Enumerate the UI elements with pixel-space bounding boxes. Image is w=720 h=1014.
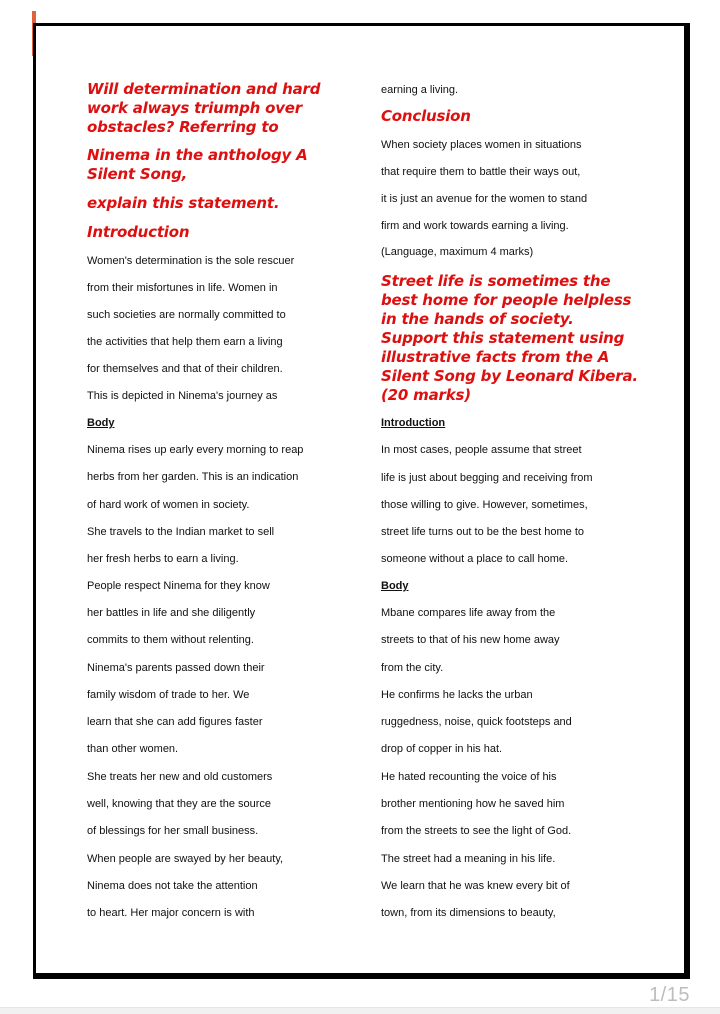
bottom-bar (0, 1007, 720, 1014)
paragraph-line: those willing to give. However, sometimes, (381, 499, 588, 511)
question-heading-line: Silent Song, (87, 165, 188, 183)
question-heading-line: (20 marks) (381, 386, 471, 404)
paragraph-line: streets to that of his new home away (381, 634, 560, 646)
paragraph-line: her battles in life and she diligently (87, 607, 256, 619)
paragraph-line: Ninema's parents passed down their (87, 662, 265, 674)
introduction-heading: Introduction (87, 223, 190, 241)
paragraph-line: life is just about begging and receiving from (381, 472, 593, 484)
paragraph-line: commits to them without relenting. (87, 634, 254, 646)
paragraph-line: Ninema rises up early every morning to reap (87, 444, 304, 456)
paragraph-line: earning a living. (381, 84, 459, 96)
question-heading-line: Support this statement using (381, 329, 625, 347)
question-heading-line: Will determination and hard (87, 80, 321, 98)
paragraph-line: to heart. Her major concern is with (87, 907, 255, 919)
question-heading-line: in the hands of society. (381, 310, 574, 328)
paragraph-line: We learn that he was knew every bit of (381, 880, 570, 892)
paragraph-line: learn that she can add figures faster (87, 716, 263, 728)
question-heading-line: Silent Song by Leonard Kibera. (381, 367, 638, 385)
paragraph-line: People respect Ninema for they know (87, 580, 270, 592)
paragraph-line: town, from its dimensions to beauty, (381, 907, 556, 919)
paragraph-line: such societies are normally committed to (87, 309, 286, 321)
paragraph-line: family wisdom of trade to her. We (87, 689, 250, 701)
question-heading-line: illustrative facts from the A (381, 348, 610, 366)
introduction-heading: Introduction (381, 417, 446, 429)
paragraph-line: brother mentioning how he saved him (381, 798, 565, 810)
paragraph-line: When society places women in situations (381, 139, 582, 151)
paragraph-line: her fresh herbs to earn a living. (87, 553, 239, 565)
body-heading: Body (87, 417, 115, 429)
paragraph-line: herbs from her garden. This is an indication (87, 471, 299, 483)
paragraph-line: it is just an avenue for the women to stand (381, 193, 588, 205)
paragraph-line: The street had a meaning in his life. (381, 853, 556, 865)
paragraph-line: of blessings for her small business. (87, 825, 259, 837)
question-heading-line: obstacles? Referring to (87, 118, 279, 136)
question-heading-line: Ninema in the anthology A (87, 146, 308, 164)
paragraph-line: Mbane compares life away from the (381, 607, 556, 619)
conclusion-heading: Conclusion (381, 107, 471, 125)
question-heading-line: work always triumph over (87, 99, 302, 117)
paragraph-line: someone without a place to call home. (381, 553, 569, 565)
paragraph-line: from the city. (381, 662, 444, 674)
paragraph-line: (Language, maximum 4 marks) (381, 246, 534, 258)
paragraph-line: drop of copper in his hat. (381, 743, 503, 755)
paragraph-line: for themselves and that of their children. (87, 363, 283, 375)
paragraph-line: She treats her new and old customers (87, 771, 273, 783)
paragraph-line: This is depicted in Ninema's journey as (87, 390, 278, 402)
paragraph-line: Ninema does not take the attention (87, 880, 258, 892)
paragraph-line: the activities that help them earn a living (87, 336, 283, 348)
paragraph-line: She travels to the Indian market to sell (87, 526, 275, 538)
question-heading-line: Street life is sometimes the (381, 272, 611, 290)
body-heading: Body (381, 580, 409, 592)
document-page[interactable] (33, 23, 690, 979)
paragraph-line: street life turns out to be the best home to (381, 526, 585, 538)
paragraph-line: firm and work towards earning a living. (381, 220, 569, 232)
paragraph-line: In most cases, people assume that street (381, 444, 582, 456)
paragraph-line: Women's determination is the sole rescuer (87, 255, 295, 267)
paragraph-line: He hated recounting the voice of his (381, 771, 557, 783)
paragraph-line: well, knowing that they are the source (87, 798, 272, 810)
paragraph-line: He confirms he lacks the urban (381, 689, 533, 701)
paragraph-line: than other women. (87, 743, 179, 755)
question-heading-line: explain this statement. (87, 194, 280, 212)
paragraph-line: ruggedness, noise, quick footsteps and (381, 716, 572, 728)
paragraph-line: that require them to battle their ways out, (381, 166, 581, 178)
question-heading-line: best home for people helpless (381, 291, 632, 309)
paragraph-line: of hard work of women in society. (87, 499, 250, 511)
paragraph-line: from their misfortunes in life. Women in (87, 282, 278, 294)
paragraph-line: from the streets to see the light of God. (381, 825, 572, 837)
page-counter: 1/15 (649, 984, 690, 1006)
paragraph-line: When people are swayed by her beauty, (87, 853, 284, 865)
